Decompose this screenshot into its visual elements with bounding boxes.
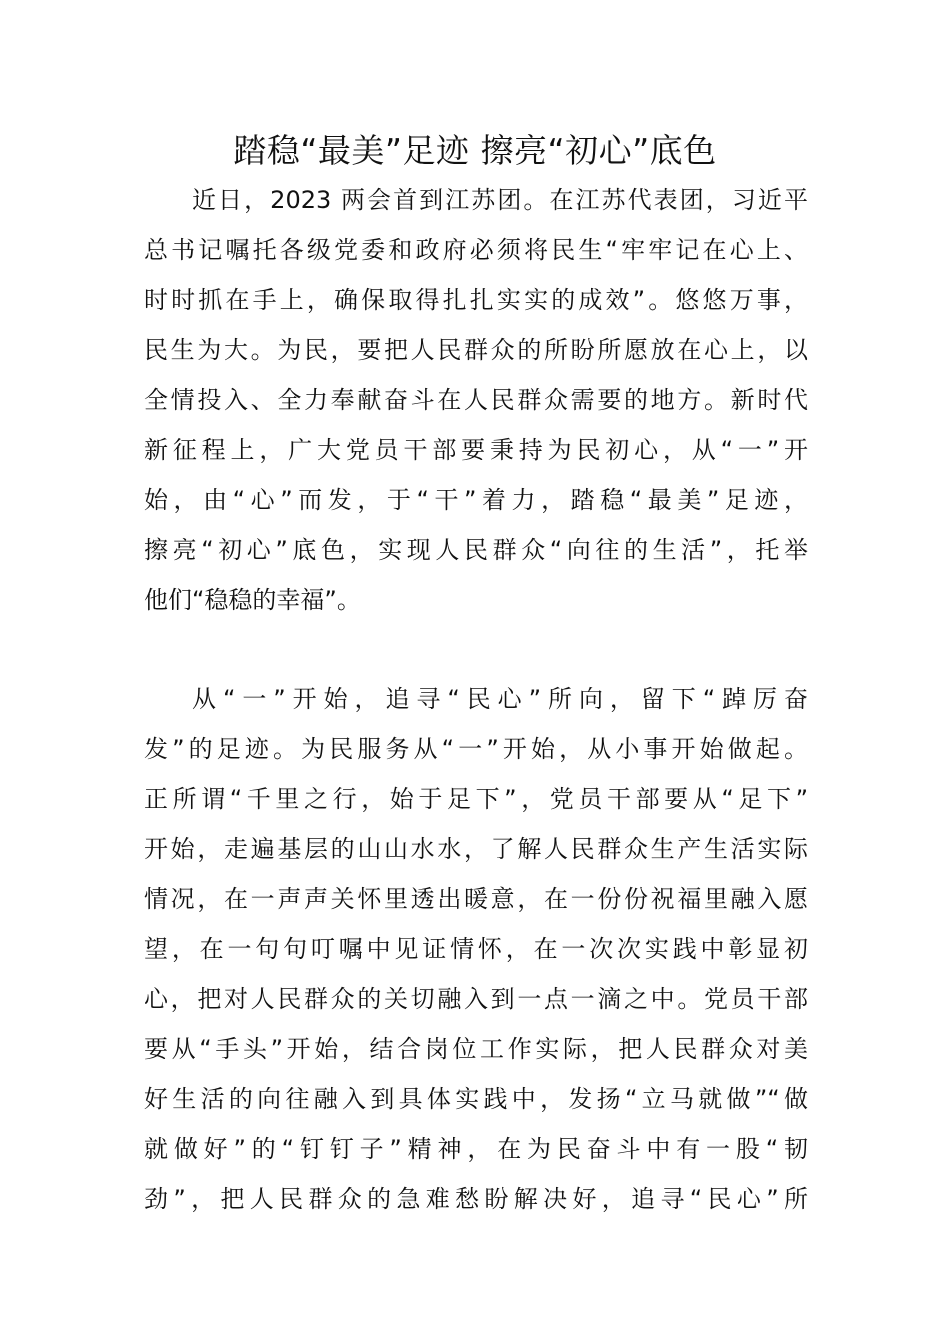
paragraph-line: 总书记嘱托各级党委和政府必须将民生“牢牢记在心上、 [144,236,808,264]
paragraph-line: 从“一”开始，追寻“民心”所向，留下“踔厉奋 [192,685,808,713]
paragraph-line: 要从“手头”开始，结合岗位工作实际，把人民群众对美 [144,1035,808,1063]
paragraph-line: 劲”，把人民群众的急难愁盼解决好，追寻“民心”所 [144,1185,808,1213]
document-title: 踏稳“最美”足迹 擦亮“初心”底色 [233,131,717,170]
paragraph-line: 时时抓在手上，确保取得扎扎实实的成效”。悠悠万事， [144,286,808,314]
paragraph-line: 始，由“心”而发，于“干”着力，踏稳“最美”足迹， [144,486,808,514]
paragraph-line: 全情投入、全力奉献奋斗在人民群众需要的地方。新时代 [144,386,808,414]
paragraph-line: 望，在一句句叮嘱中见证情怀，在一次次实践中彰显初 [144,935,808,963]
paragraph-line: 擦亮“初心”底色，实现人民群众“向往的生活”，托举 [144,536,808,564]
paragraph-2 [0,674,950,1224]
paragraph-line: 就做好”的“钉钉子”精神，在为民奋斗中有一股“韧 [144,1135,808,1163]
paragraph-line: 民生为大。为民，要把人民群众的所盼所愿放在心上，以 [144,336,808,364]
paragraph-line: 心，把对人民群众的关切融入到一点一滴之中。党员干部 [144,985,808,1013]
paragraph-line: 正所谓“千里之行，始于足下”，党员干部要从“足下” [144,785,808,813]
paragraph-line: 情况，在一声声关怀里透出暖意，在一份份祝福里融入愿 [144,885,808,913]
paragraph-1 [0,175,950,625]
paragraph-line: 开始，走遍基层的山山水水，了解人民群众生产生活实际 [144,835,808,863]
paragraph-line: 好生活的向往融入到具体实践中，发扬“立马就做”“做 [144,1085,808,1113]
paragraph-line: 近日，2023 两会首到江苏团。在江苏代表团，习近平 [192,186,808,214]
paragraph-line: 新征程上，广大党员干部要秉持为民初心，从“一”开 [144,436,808,464]
paragraph-line: 发”的足迹。为民服务从“一”开始，从小事开始做起。 [144,735,808,763]
paragraph-line: 他们“稳稳的幸福”。 [144,586,361,614]
